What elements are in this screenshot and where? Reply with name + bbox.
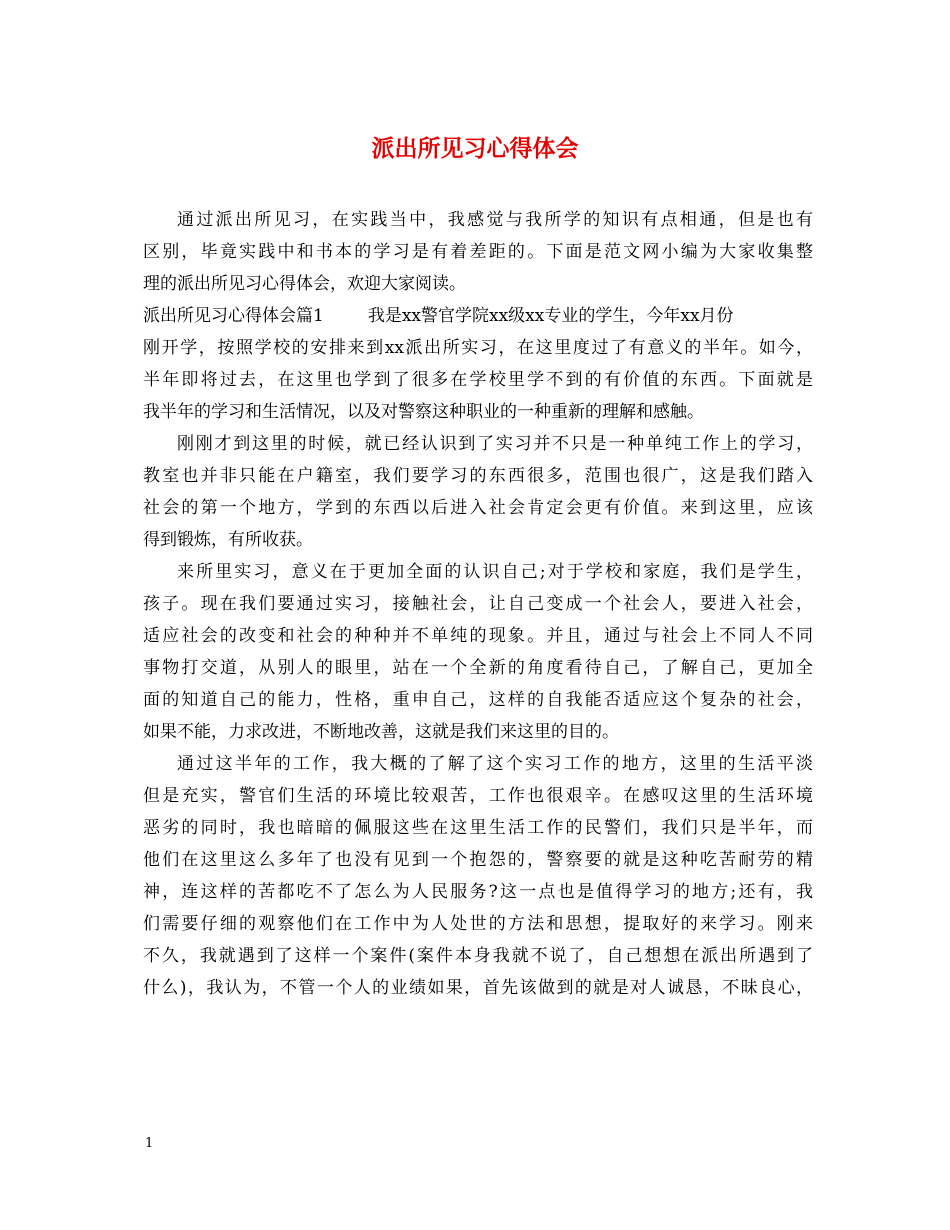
paragraph-line: 但是充实，警官们生活的环境比较艰苦，工作也很艰辛。在感叹这里的生活环境: [143, 786, 813, 806]
paragraph-line: 孩子。现在我们要通过实习，接触社会，让自己变成一个社会人，要进入社会，: [143, 594, 813, 614]
paragraph-line: 教室也并非只能在户籍室，我们要学习的东西很多，范围也很广，这是我们踏入: [143, 466, 813, 486]
paragraph-line: 适应社会的改变和社会的种种并不单纯的现象。并且，通过与社会上不同人不同: [143, 626, 813, 646]
paragraph-line: 来所里实习，意义在于更加全面的认识自己;对于学校和家庭，我们是学生，: [177, 562, 813, 582]
paragraph-line: 半年即将过去，在这里也学到了很多在学校里学不到的有价值的东西。下面就是: [143, 370, 813, 390]
paragraph-line: 区别，毕竟实践中和书本的学习是有着差距的。下面是范文网小编为大家收集整: [143, 242, 813, 262]
paragraph-line: 理的派出所见习心得体会，欢迎大家阅读。: [143, 274, 466, 294]
section-heading: 派出所见习心得体会篇1: [143, 306, 324, 326]
paragraph-line: 什么)，我认为，不管一个人的业绩如果，首先该做到的就是对人诚恳，不昧良心，: [143, 978, 813, 998]
paragraph-line: 不久，我就遇到了这样一个案件(案件本身我就不说了，自己想想在派出所遇到了: [143, 946, 813, 966]
paragraph-line: 我是xx警官学院xx级xx专业的学生，今年xx月份: [367, 306, 734, 326]
paragraph-line: 们需要仔细的观察他们在工作中为人处世的方法和思想，提取好的来学习。刚来: [143, 914, 813, 934]
page-number: 1: [145, 1136, 154, 1151]
paragraph-line: 刚刚才到这里的时候，就已经认识到了实习并不只是一种单纯工作上的学习，: [177, 434, 813, 454]
paragraph-line: 通过派出所见习，在实践当中，我感觉与我所学的知识有点相通，但是也有: [177, 210, 813, 230]
paragraph-line: 得到锻炼，有所收获。: [143, 530, 313, 550]
section-heading-line: [143, 300, 813, 332]
document-title: 派出所见习心得体会: [371, 135, 579, 162]
paragraph-line: 面的知道自己的能力，性格，重申自己，这样的自我能否适应这个复杂的社会，: [143, 690, 813, 710]
paragraph-line: 我半年的学习和生活情况，以及对警察这种职业的一种重新的理解和感触。: [143, 402, 704, 422]
paragraph-line: 恶劣的同时，我也暗暗的佩服这些在这里生活工作的民警们，我们只是半年，而: [143, 818, 813, 838]
paragraph-line: 神，连这样的苦都吃不了怎么为人民服务?这一点也是值得学习的地方;还有，我: [143, 882, 813, 902]
paragraph-line: 社会的第一个地方，学到的东西以后进入社会肯定会更有价值。来到这里，应该: [143, 498, 813, 518]
paragraph-line: 刚开学，按照学校的安排来到xx派出所实习，在这里度过了有意义的半年。如今，: [143, 338, 813, 358]
paragraph-line: 如果不能，力求改进，不断地改善，这就是我们来这里的目的。: [143, 722, 619, 742]
document-body: [143, 204, 813, 1004]
paragraph-line: 事物打交道，从别人的眼里，站在一个全新的角度看待自己，了解自己，更加全: [143, 658, 813, 678]
paragraph-line: 他们在这里这么多年了也没有见到一个抱怨的，警察要的就是这种吃苦耐劳的精: [143, 850, 813, 870]
paragraph-line: 通过这半年的工作，我大概的了解了这个实习工作的地方，这里的生活平淡: [177, 754, 813, 774]
